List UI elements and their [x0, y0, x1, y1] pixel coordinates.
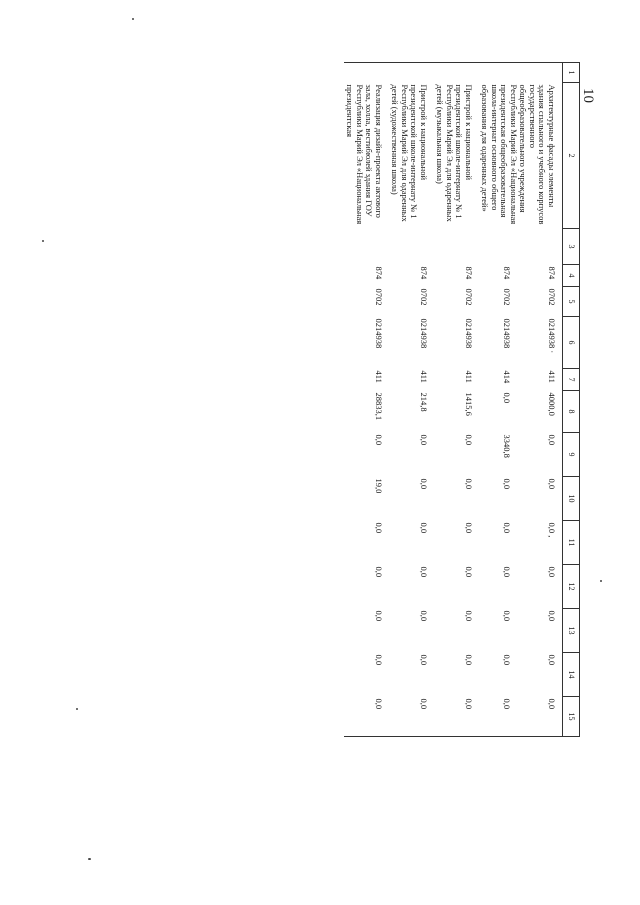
cell-col4: 874	[463, 266, 474, 280]
header-cell: 3	[563, 229, 580, 265]
cell-col4: 874	[373, 266, 384, 280]
cell-col13: 0,0	[501, 610, 512, 622]
cell-col11: 0,0	[373, 522, 384, 534]
rotated-table-page	[102, 62, 580, 824]
header-cell: 5	[563, 287, 580, 317]
header-cell: 7	[563, 369, 580, 391]
header-cell: 2	[563, 83, 580, 229]
scan-speck	[88, 858, 91, 860]
cell-col9: 0,0	[463, 434, 474, 446]
cell-col13: 0,0	[418, 610, 429, 622]
cell-col15: 0,0	[479, 697, 511, 737]
budget-table	[344, 62, 580, 737]
header-cell: 14	[563, 653, 580, 697]
cell-col3	[344, 229, 389, 265]
cell-col7: 411	[373, 370, 384, 383]
scan-speck	[600, 580, 602, 582]
header-cell: 13	[563, 609, 580, 653]
cell-col9: 0,0	[418, 434, 429, 446]
cell-col7: 411	[418, 370, 429, 383]
cell-col10: 0,0	[501, 478, 512, 490]
cell-col11: 0,0	[463, 522, 474, 534]
cell-col7: 411	[463, 370, 474, 383]
cell-col4: 874	[547, 266, 557, 280]
cell-col10: 19,0	[373, 478, 384, 494]
cell-col12: 0,0	[463, 566, 474, 578]
cell-col14: 0,0	[373, 654, 384, 666]
cell-col4: 874	[418, 266, 429, 280]
cell-col5: 0702	[418, 288, 429, 306]
cell-col3	[479, 229, 511, 265]
cell-col6: 0214938	[501, 318, 512, 349]
cell-description: Реализация дизайн-проекта актового зала, холла, вестибюлей здания ГОУ Республики Марий Эл «Национальная президентская	[345, 84, 384, 225]
cell-col14: 0,0	[501, 654, 512, 666]
cell-col11: 0,0	[501, 522, 512, 534]
table-row	[434, 63, 479, 737]
cell-col8: 214,8	[418, 392, 429, 412]
cell-col6: 0214938	[418, 318, 429, 349]
cell-col7: 414	[501, 370, 512, 384]
cell-col8: 4000,0	[547, 392, 557, 416]
cell-col4: 874	[501, 266, 512, 280]
cell-col1	[434, 63, 479, 83]
cell-col11: 0,0 ,	[547, 522, 557, 538]
cell-col1	[344, 63, 389, 83]
cell-col14: 0,0	[418, 654, 429, 666]
cell-col9: 0,0	[373, 434, 384, 446]
header-cell: 1	[563, 63, 580, 83]
header-cell: 8	[563, 391, 580, 433]
cell-col6: 0214938	[463, 318, 474, 349]
cell-col5: 0702	[501, 288, 512, 306]
cell-col15: 0,0	[434, 697, 479, 737]
header-cell: 9	[563, 433, 580, 477]
cell-col8: 28833,1	[373, 392, 384, 421]
cell-col1	[511, 63, 563, 83]
cell-col1	[389, 63, 434, 83]
cell-col1	[479, 63, 511, 83]
header-cell: 10	[563, 477, 580, 521]
cell-col5: 0702	[463, 288, 474, 306]
table-row	[511, 63, 563, 737]
cell-col13: 0,0	[463, 610, 474, 622]
cell-description: Пристрой к национальной президентской школе-интернату № 1 Республики Марий Эл для одаренных детей (художественная школа)	[390, 84, 429, 222]
scan-speck	[76, 708, 78, 710]
cell-col5: 0702	[373, 288, 384, 306]
cell-col11: 0,0	[418, 522, 429, 534]
header-cell: 11	[563, 521, 580, 565]
cell-col8: 0,0	[501, 392, 512, 404]
table-row	[344, 63, 389, 737]
cell-col15: 0,0	[511, 697, 563, 737]
table-row	[389, 63, 434, 737]
cell-col3	[511, 229, 563, 265]
cell-col9: 0,0	[547, 434, 557, 446]
cell-col6: 0214938 ·	[547, 318, 557, 354]
header-cell: 4	[563, 265, 580, 287]
header-cell: 6	[563, 317, 580, 369]
cell-col15: 0,0	[389, 697, 434, 737]
scan-speck	[132, 18, 134, 20]
cell-col12: 0,0	[418, 566, 429, 578]
cell-col14: 0,0	[547, 654, 557, 666]
cell-col15: 0,0	[344, 697, 389, 737]
cell-col9: 3340,8	[501, 434, 512, 458]
cell-col10: 0,0	[418, 478, 429, 490]
cell-col7: 411	[547, 370, 557, 383]
header-cell: 15	[563, 697, 580, 737]
cell-description: Архитектурные фасады элементы здания спального и учебного корпусов государственного общеобразовательного учреждения Республики Марий Эл «Национальная президентская общеобразовательная школа-интернат основного общего образования для одаренных детей»	[480, 84, 557, 225]
cell-col6: 0214938	[373, 318, 384, 349]
cell-col5: 0702	[547, 288, 557, 306]
cell-description: Пристрой к национальной президентской школе-интернату № 1 Республики Марий Эл для одаренных детей (музыкальная школа)	[435, 84, 474, 222]
cell-col12: 0,0	[547, 566, 557, 578]
page-number: 10	[580, 88, 596, 103]
cell-col3	[434, 229, 479, 265]
cell-col10: 0,0	[547, 478, 557, 490]
cell-col13: 0,0	[373, 610, 384, 622]
header-cell: 12	[563, 565, 580, 609]
cell-col12: 0,0	[501, 566, 512, 578]
scan-speck	[42, 240, 44, 242]
table-header-row	[563, 63, 580, 737]
cell-col14: 0,0	[463, 654, 474, 666]
cell-col8: 1415,6	[463, 392, 474, 416]
cell-col10: 0,0	[463, 478, 474, 490]
cell-col12: 0,0	[373, 566, 384, 578]
cell-col13: 0,0	[547, 610, 557, 622]
cell-col3	[389, 229, 434, 265]
